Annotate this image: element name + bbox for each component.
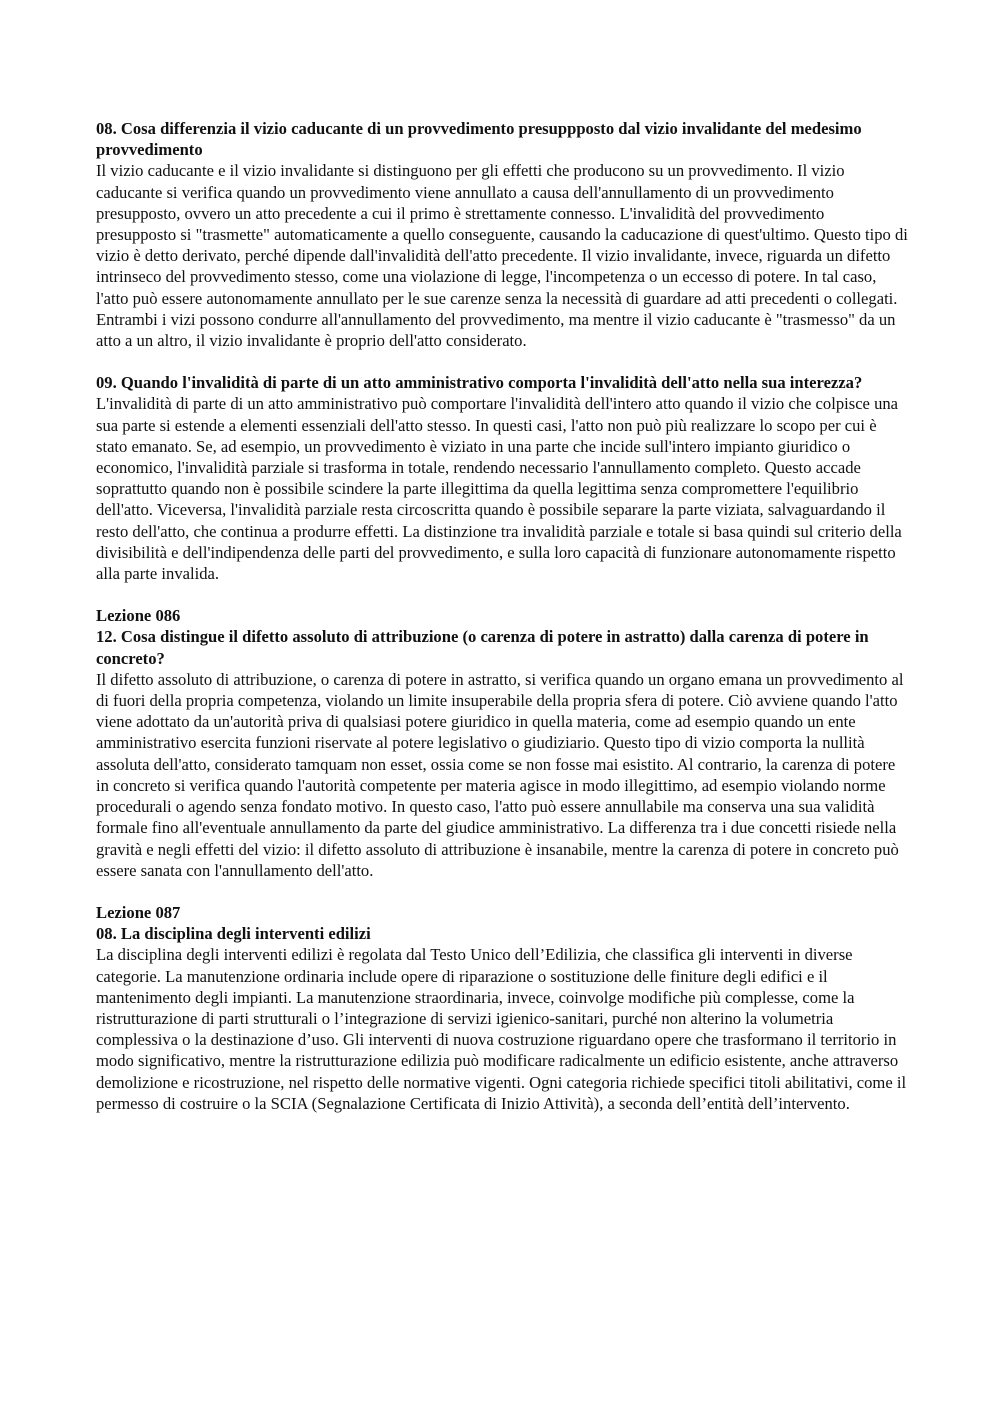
answer-text: L'invalidità di parte di un atto amministrativo può comportare l'invalidità dell'intero atto quando il vizio che colpisce una sua parte si estende a elementi essenziali dell'atto stesso. In questi casi, l'atto non può più realizzare lo scopo per cui è stato emanato. Se, ad esempio, un provvedimento è viziato in una parte che incide sull'intero impianto giuridico o economico, l'invalidità parziale si trasforma in totale, rendendo necessario l'annullamento completo. Questo accade soprattutto quando non è possibile scindere la parte illegittima da quella legittima senza compromettere l'equilibrio dell'atto. Viceversa, l'invalidità parziale resta circoscritta quando è possibile separare la parte viziata, salvaguardando il resto dell'atto, che continua a produrre effetti. La distinzione tra invalidità parziale e totale si basa quindi sul criterio della divisibilità e dell'indipendenza delle parti del provvedimento, e sulla loro capacità di funzionare autonomamente rispetto alla parte invalida. [96, 394, 902, 584]
answer-text: Il difetto assoluto di attribuzione, o carenza di potere in astratto, si verifica quando un organo emana un provvedimento al di fuori della propria competenza, violando un limite insuperabile della propria sfera di potere. Ciò avviene quando l'atto viene adottato da un'autorità priva di qualsiasi potere giuridico in quella materia, come ad esempio quando un ente amministrativo esercita funzioni riservate al potere legislativo o giudiziario. Questo tipo di vizio comporta la nullità assoluta dell'atto, considerato tamquam non esset, ossia come se non fosse mai esistito. Al contrario, la carenza di potere in concreto si verifica quando l'autorità competente per materia agisce in modo illegittimo, ad esempio violando norme procedurali o agendo senza fondato motivo. In questo caso, l'atto può essere annullabile ma conserva una sua validità formale fino all'eventuale annullamento da parte del giudice amministrativo. La differenza tra i due concetti risiede nella gravità e negli effetti del vizio: il difetto assoluto di attribuzione è insanabile, mentre la carenza di potere in concreto può essere sanata con l'annullamento dell'atto. [96, 669, 904, 880]
question-heading: 12. Cosa distingue il difetto assoluto di attribuzione (o carenza di potere in astratto) dalla carenza di potere in concreto? [96, 627, 869, 668]
answer-text: Il vizio caducante e il vizio invalidante si distinguono per gli effetti che producono su un provvedimento. Il vizio caducante si verifica quando un provvedimento viene annullato a causa dell'annullamento di un provvedimento presupposto, ovvero un atto precedente a cui il primo è strettamente connesso. L'invalidità del provvedimento presupposto si "trasmette" automaticamente a quello conseguente, causando la caducazione di quest'ultimo. Questo tipo di vizio è detto derivato, perché dipende dall'invalidità dell'atto precedente. Il vizio invalidante, invece, riguarda un difetto intrinseco del provvedimento stesso, come una violazione di legge, l'incompetenza o un eccesso di potere. In tal caso, l'atto può essere autonomamente annullato per le sue carenze senza la necessità di guardare ad atti precedenti o collegati. Entrambi i vizi possono condurre all'annullamento del provvedimento, ma mentre il vizio caducante è "trasmesso" da un atto a un altro, il vizio invalidante è proprio dell'atto considerato. [96, 161, 908, 351]
section-12-difetto-attribuzione [96, 605, 908, 881]
answer-text: La disciplina degli interventi edilizi è regolata dal Testo Unico dell’Edilizia, che classifica gli interventi in diverse categorie. La manutenzione ordinaria include opere di riparazione o sostituzione delle finiture degli edifici e il mantenimento degli impianti. La manutenzione straordinaria, invece, coinvolge modifiche più complesse, come la ristrutturazione di parti strutturali o l’integrazione di servizi igienico-sanitari, purché non alterino la volumetria complessiva o la destinazione d’uso. Gli interventi di nuova costruzione riguardano opere che trasformano il territorio in modo significativo, mentre la ristrutturazione edilizia può modificare radicalmente un edificio esistente, anche attraverso demolizione e ricostruzione, nel rispetto delle normative vigenti. Ogni categoria richiede specifici titoli abilitativi, come il permesso di costruire o la SCIA (Segnalazione Certificata di Inizio Attività), a seconda dell’entità dell’intervento. [96, 945, 907, 1113]
question-heading: 08. La disciplina degli interventi edilizi [96, 924, 371, 944]
section-09-invalidita [96, 372, 908, 584]
question-heading: 09. Quando l'invalidità di parte di un atto amministrativo comporta l'invalidità dell'atto nella sua interezza? [96, 373, 863, 393]
lesson-heading: Lezione 086 [96, 606, 181, 626]
document-page [96, 118, 908, 1135]
section-08-interventi-edilizi [96, 902, 908, 1114]
section-08-vizio [96, 118, 908, 351]
question-heading: 08. Cosa differenzia il vizio caducante di un provvedimento presuppposto dal vizio invalidante del medesimo provvedimento [96, 119, 862, 160]
lesson-heading: Lezione 087 [96, 902, 181, 922]
